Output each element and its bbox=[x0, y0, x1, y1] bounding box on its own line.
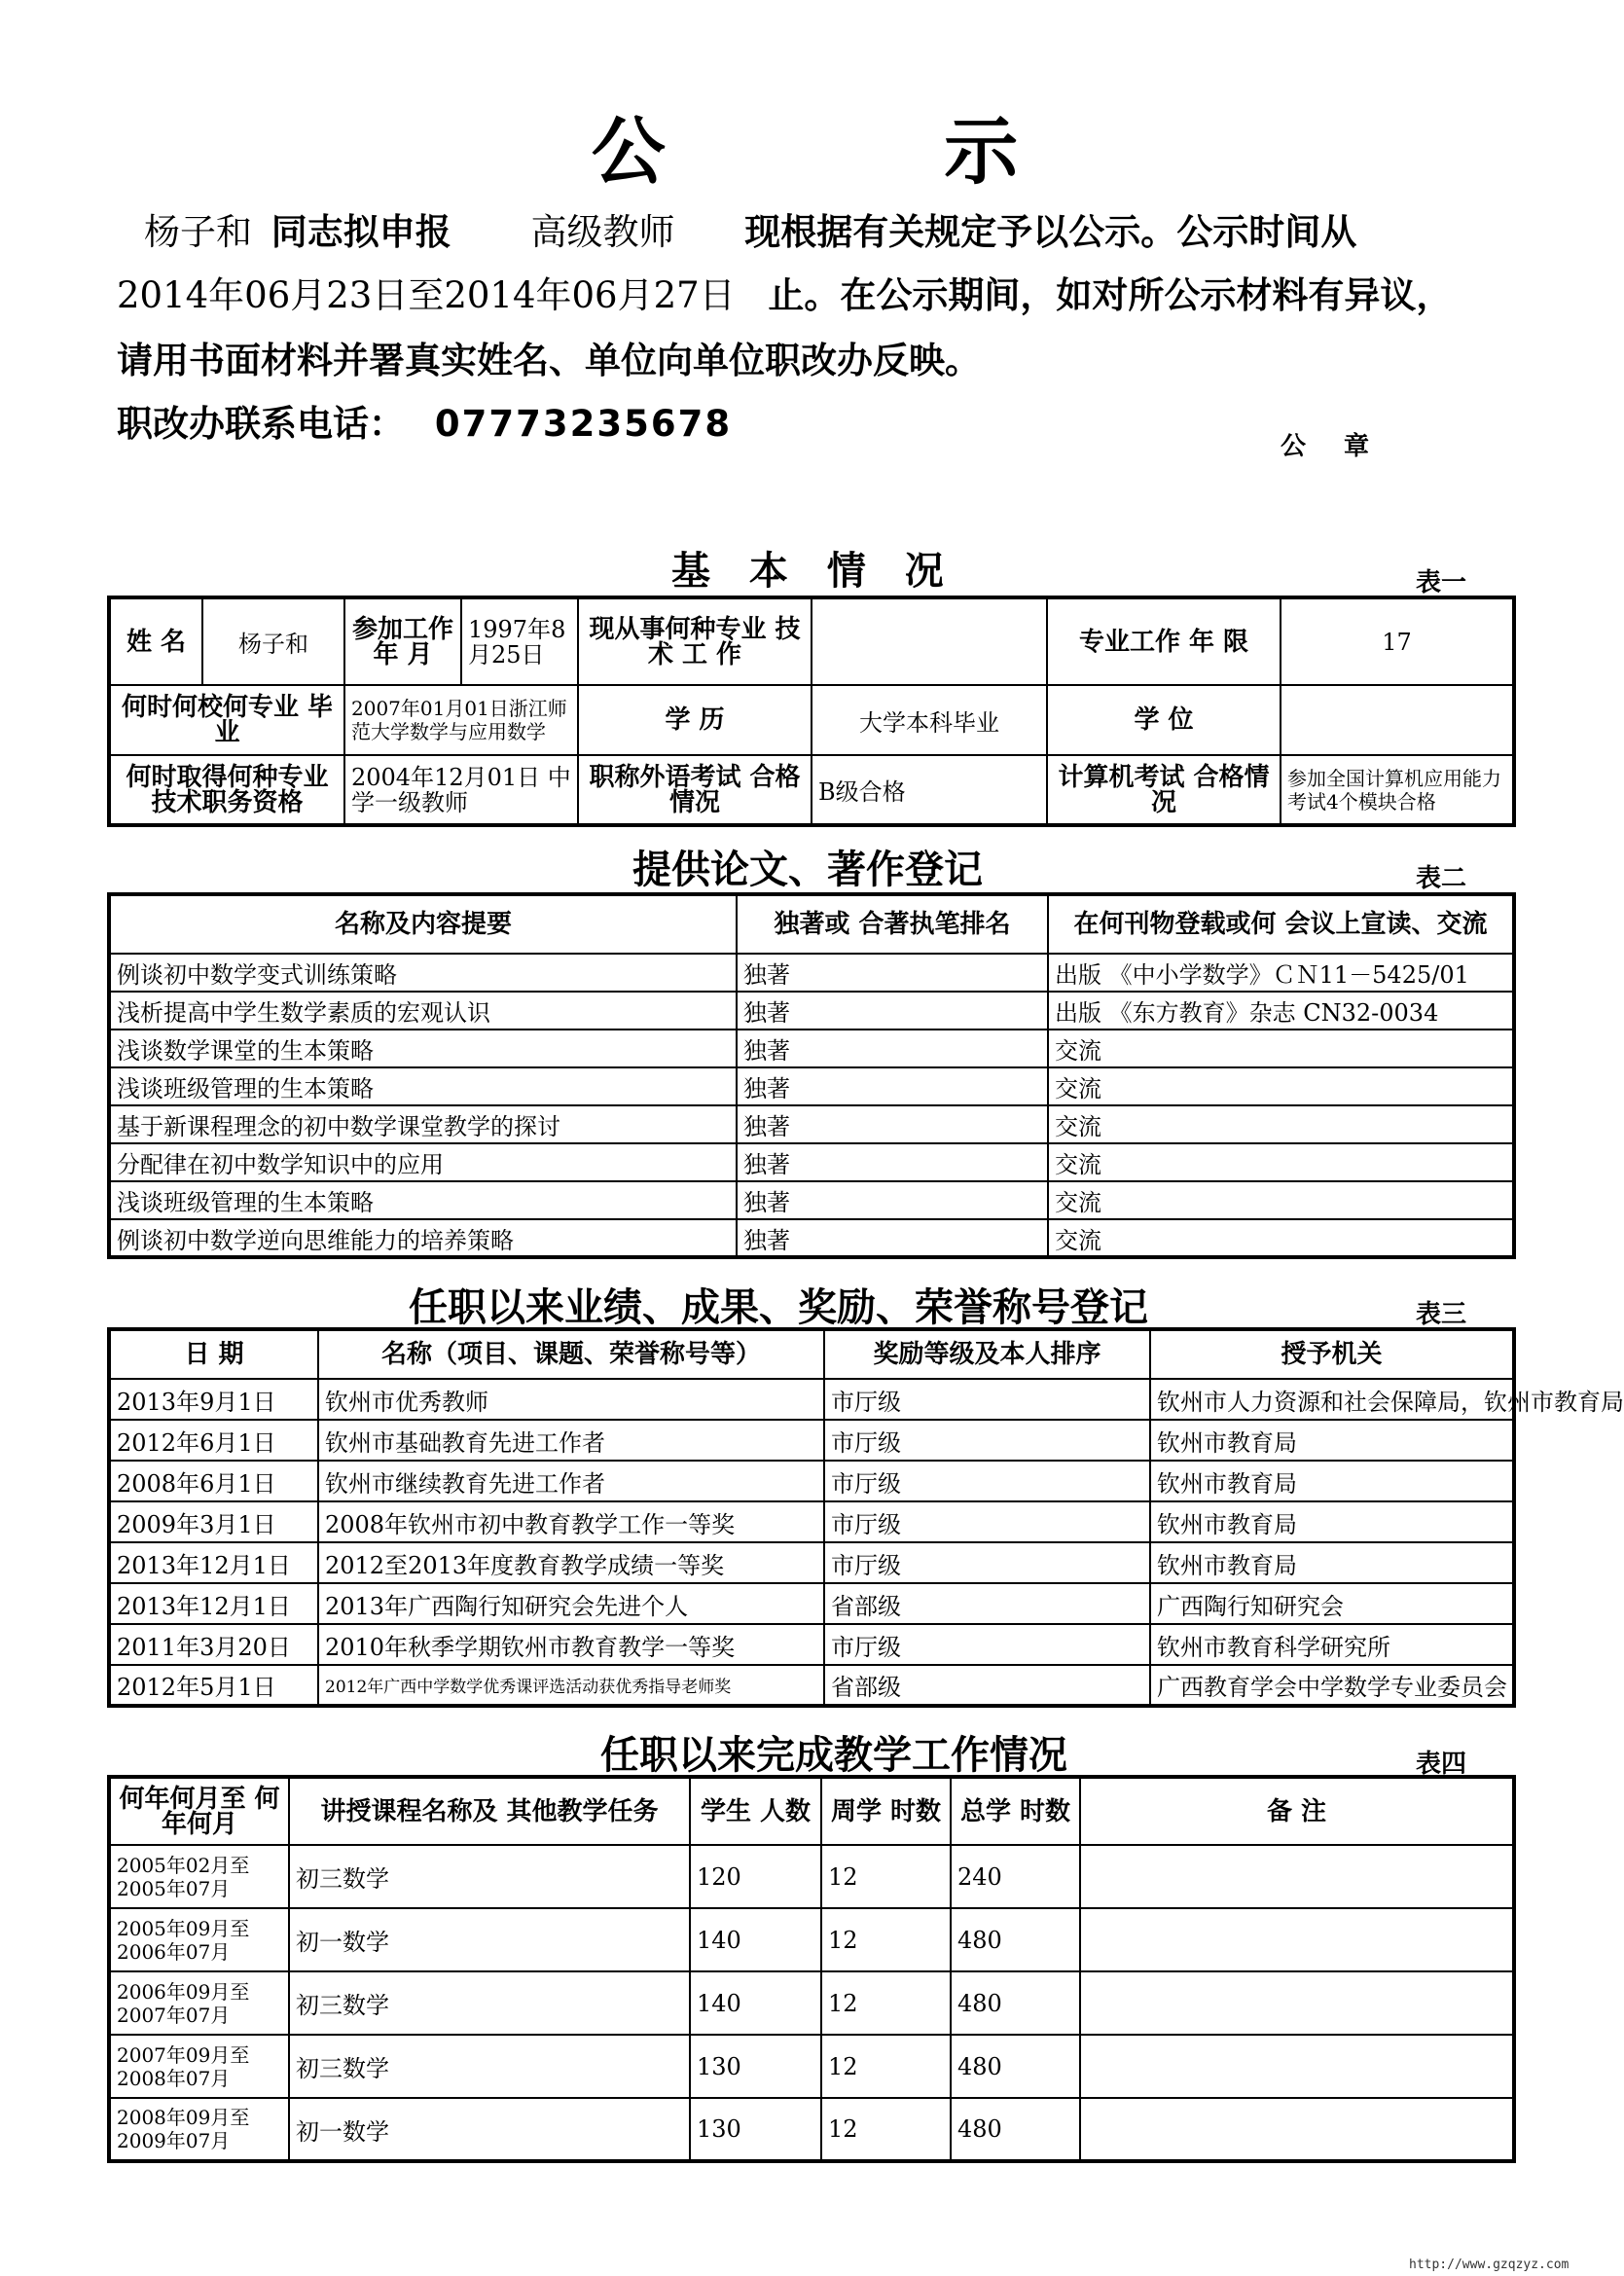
awards-header-name: 名称（项目、课题、荣誉称号等） bbox=[318, 1329, 824, 1379]
basic-info-table bbox=[107, 596, 1516, 827]
page-title: 公 示 bbox=[591, 108, 1145, 195]
work-start-value: 1997年8月25日 bbox=[461, 597, 578, 685]
paper-authorship: 独著 bbox=[737, 1067, 1048, 1105]
papers-header-name: 名称及内容提要 bbox=[109, 894, 737, 954]
paper-title: 例谈初中数学逆向思维能力的培养策略 bbox=[109, 1219, 737, 1257]
qualification-label: 何时取得何种专业技术职务资格 bbox=[109, 755, 344, 825]
teaching-header-remarks: 备 注 bbox=[1080, 1777, 1514, 1845]
education-value: 大学本科毕业 bbox=[812, 685, 1047, 755]
table-3-label: 表三 bbox=[1416, 1300, 1467, 1329]
teaching-header-course: 讲授课程名称及 其他教学任务 bbox=[289, 1777, 690, 1845]
award-name: 2008年钦州市初中教育教学工作一等奖 bbox=[318, 1501, 824, 1542]
watermark-url: http://www.gzqzyz.com bbox=[1409, 2258, 1570, 2272]
award-authority: 钦州市教育科学研究所 bbox=[1150, 1624, 1514, 1665]
phone-number: 07773235678 bbox=[434, 403, 733, 445]
award-level: 市厅级 bbox=[824, 1624, 1150, 1665]
award-row bbox=[109, 1501, 1514, 1542]
awards-header-level: 奖励等级及本人排序 bbox=[824, 1329, 1150, 1379]
paper-row bbox=[109, 1030, 1514, 1067]
award-row bbox=[109, 1542, 1514, 1583]
award-name: 2010年秋季学期钦州市教育教学一等奖 bbox=[318, 1624, 824, 1665]
teaching-course: 初一数学 bbox=[289, 1908, 690, 1971]
years-value: 17 bbox=[1281, 597, 1514, 685]
teaching-students: 130 bbox=[690, 2098, 821, 2161]
teaching-remarks bbox=[1080, 1908, 1514, 1971]
award-authority: 钦州市教育局 bbox=[1150, 1542, 1514, 1583]
major-value bbox=[812, 597, 1047, 685]
award-name: 2012至2013年度教育教学成绩一等奖 bbox=[318, 1542, 824, 1583]
teaching-course: 初三数学 bbox=[289, 2035, 690, 2098]
intro-line-2 bbox=[117, 266, 1452, 318]
teaching-row bbox=[109, 1845, 1514, 1908]
award-row bbox=[109, 1624, 1514, 1665]
awards-header-authority: 授予机关 bbox=[1150, 1329, 1514, 1379]
teaching-period: 2005年02月至2005年07月 bbox=[109, 1845, 289, 1908]
award-level: 省部级 bbox=[824, 1583, 1150, 1624]
paper-publication: 交流 bbox=[1048, 1181, 1514, 1219]
paper-title: 例谈初中数学变式训练策略 bbox=[109, 954, 737, 992]
computer-exam-label: 计算机考试 合格情况 bbox=[1047, 755, 1281, 825]
qualification-value: 2004年12月01日 中学一级教师 bbox=[344, 755, 578, 825]
award-name: 2012年广西中学数学优秀课评选活动获优秀指导老师奖 bbox=[318, 1665, 824, 1706]
teaching-period: 2008年09月至2009年07月 bbox=[109, 2098, 289, 2161]
award-level: 市厅级 bbox=[824, 1379, 1150, 1420]
awards-header-date: 日 期 bbox=[109, 1329, 318, 1379]
paper-authorship: 独著 bbox=[737, 1105, 1048, 1143]
table-1-label: 表一 bbox=[1416, 568, 1467, 597]
major-label: 现从事何种专业 技 术 工 作 bbox=[578, 597, 812, 685]
foreign-language-value: B级合格 bbox=[812, 755, 1047, 825]
teaching-total-hours: 480 bbox=[951, 2035, 1080, 2098]
teaching-weekly-hours: 12 bbox=[821, 1845, 951, 1908]
basic-section-title: 基 本 情 况 bbox=[671, 549, 944, 594]
teaching-header-weekly-hours: 周学 时数 bbox=[821, 1777, 951, 1845]
teaching-row bbox=[109, 1971, 1514, 2035]
paper-publication: 出版 《中小学数学》ＣＮ11－5425/01 bbox=[1048, 954, 1514, 992]
paper-publication: 出版 《东方教育》杂志 CN32-0034 bbox=[1048, 992, 1514, 1030]
papers-table bbox=[107, 892, 1516, 1259]
intro-text-c: 止。在公示期间，如对所公示材料有异议， bbox=[768, 274, 1453, 316]
award-date: 2013年12月1日 bbox=[109, 1542, 318, 1583]
foreign-language-label: 职称外语考试 合格情况 bbox=[578, 755, 812, 825]
teaching-header-total-hours: 总学 时数 bbox=[951, 1777, 1080, 1845]
teaching-remarks bbox=[1080, 1971, 1514, 2035]
teaching-course: 初三数学 bbox=[289, 1971, 690, 2035]
paper-authorship: 独著 bbox=[737, 992, 1048, 1030]
award-authority: 钦州市人力资源和社会保障局，钦州市教育局 bbox=[1150, 1379, 1514, 1420]
award-level: 市厅级 bbox=[824, 1420, 1150, 1461]
education-label: 学 历 bbox=[578, 685, 812, 755]
award-row bbox=[109, 1420, 1514, 1461]
awards-table bbox=[107, 1327, 1624, 1708]
award-name: 钦州市继续教育先进工作者 bbox=[318, 1461, 824, 1501]
papers-header-author: 独著或 合著执笔排名 bbox=[737, 894, 1048, 954]
award-date: 2011年3月20日 bbox=[109, 1624, 318, 1665]
paper-title: 浅谈班级管理的生本策略 bbox=[109, 1067, 737, 1105]
degree-label: 学 位 bbox=[1047, 685, 1281, 755]
teaching-weekly-hours: 12 bbox=[821, 2035, 951, 2098]
contact-line bbox=[117, 394, 732, 447]
teaching-students: 130 bbox=[690, 2035, 821, 2098]
paper-authorship: 独著 bbox=[737, 1030, 1048, 1067]
paper-row bbox=[109, 954, 1514, 992]
teaching-total-hours: 480 bbox=[951, 1908, 1080, 1971]
award-date: 2013年12月1日 bbox=[109, 1583, 318, 1624]
teaching-students: 140 bbox=[690, 1971, 821, 2035]
award-authority: 钦州市教育局 bbox=[1150, 1501, 1514, 1542]
school-value: 2007年01月01日浙江师范大学数学与应用数学 bbox=[344, 685, 578, 755]
paper-row bbox=[109, 1219, 1514, 1257]
paper-publication: 交流 bbox=[1048, 1219, 1514, 1257]
paper-row bbox=[109, 992, 1514, 1030]
award-authority: 广西陶行知研究会 bbox=[1150, 1583, 1514, 1624]
award-level: 省部级 bbox=[824, 1665, 1150, 1706]
phone-label: 职改办联系电话： bbox=[117, 403, 405, 445]
award-name: 2013年广西陶行知研究会先进个人 bbox=[318, 1583, 824, 1624]
teaching-period: 2007年09月至2008年07月 bbox=[109, 2035, 289, 2098]
intro-text-a: 同志拟申报 bbox=[271, 211, 451, 253]
papers-section-title: 提供论文、著作登记 bbox=[632, 848, 983, 892]
teaching-header-period: 何年何月至 何年何月 bbox=[109, 1777, 289, 1845]
school-label: 何时何校何专业 毕 业 bbox=[109, 685, 344, 755]
table-4-label: 表四 bbox=[1416, 1750, 1467, 1779]
paper-publication: 交流 bbox=[1048, 1143, 1514, 1181]
award-row bbox=[109, 1461, 1514, 1501]
work-start-label: 参加工作 年 月 bbox=[344, 597, 461, 685]
award-row bbox=[109, 1583, 1514, 1624]
paper-row bbox=[109, 1181, 1514, 1219]
paper-row bbox=[109, 1067, 1514, 1105]
teaching-table bbox=[107, 1775, 1516, 2163]
teaching-total-hours: 480 bbox=[951, 1971, 1080, 2035]
award-date: 2012年5月1日 bbox=[109, 1665, 318, 1706]
teaching-weekly-hours: 12 bbox=[821, 1908, 951, 1971]
award-row bbox=[109, 1379, 1514, 1420]
applied-position: 高级教师 bbox=[530, 211, 675, 253]
name-label: 姓 名 bbox=[109, 597, 202, 685]
computer-exam-value: 参加全国计算机应用能力考试4个模块合格 bbox=[1281, 755, 1514, 825]
teaching-remarks bbox=[1080, 2035, 1514, 2098]
teaching-course: 初三数学 bbox=[289, 1845, 690, 1908]
award-date: 2012年6月1日 bbox=[109, 1420, 318, 1461]
degree-value bbox=[1281, 685, 1514, 755]
papers-header-publication: 在何刊物登载或何 会议上宣读、交流 bbox=[1048, 894, 1514, 954]
teaching-remarks bbox=[1080, 2098, 1514, 2161]
paper-authorship: 独著 bbox=[737, 1181, 1048, 1219]
paper-title: 浅谈班级管理的生本策略 bbox=[109, 1181, 737, 1219]
teaching-students: 120 bbox=[690, 1845, 821, 1908]
paper-row bbox=[109, 1143, 1514, 1181]
award-level: 市厅级 bbox=[824, 1501, 1150, 1542]
teaching-total-hours: 240 bbox=[951, 1845, 1080, 1908]
teaching-total-hours: 480 bbox=[951, 2098, 1080, 2161]
paper-authorship: 独著 bbox=[737, 1219, 1048, 1257]
teaching-row bbox=[109, 2098, 1514, 2161]
applicant-name: 杨子和 bbox=[144, 211, 252, 253]
teaching-row bbox=[109, 1908, 1514, 1971]
awards-section-title: 任职以来业绩、成果、奖励、荣誉称号登记 bbox=[409, 1285, 1148, 1330]
paper-title: 基于新课程理念的初中数学课堂教学的探讨 bbox=[109, 1105, 737, 1143]
paper-publication: 交流 bbox=[1048, 1067, 1514, 1105]
teaching-weekly-hours: 12 bbox=[821, 2098, 951, 2161]
intro-text-b: 现根据有关规定予以公示。公示时间从 bbox=[744, 211, 1357, 253]
award-date: 2008年6月1日 bbox=[109, 1461, 318, 1501]
award-date: 2009年3月1日 bbox=[109, 1501, 318, 1542]
award-date: 2013年9月1日 bbox=[109, 1379, 318, 1420]
publicity-period: 2014年06月23日至2014年06月27日 bbox=[117, 274, 736, 316]
paper-authorship: 独著 bbox=[737, 1143, 1048, 1181]
award-authority: 广西教育学会中学数学专业委员会 bbox=[1150, 1665, 1514, 1706]
seal-label: 公 章 bbox=[1281, 432, 1370, 461]
teaching-row bbox=[109, 2035, 1514, 2098]
teaching-section-title: 任职以来完成教学工作情况 bbox=[600, 1733, 1067, 1778]
teaching-period: 2005年09月至2006年07月 bbox=[109, 1908, 289, 1971]
paper-title: 浅谈数学课堂的生本策略 bbox=[109, 1030, 737, 1067]
teaching-students: 140 bbox=[690, 1908, 821, 1971]
teaching-header-students: 学生 人数 bbox=[690, 1777, 821, 1845]
teaching-weekly-hours: 12 bbox=[821, 1971, 951, 2035]
intro-line-1 bbox=[144, 202, 1356, 255]
paper-title: 分配律在初中数学知识中的应用 bbox=[109, 1143, 737, 1181]
paper-publication: 交流 bbox=[1048, 1030, 1514, 1067]
award-level: 市厅级 bbox=[824, 1461, 1150, 1501]
award-name: 钦州市基础教育先进工作者 bbox=[318, 1420, 824, 1461]
paper-title: 浅析提高中学生数学素质的宏观认识 bbox=[109, 992, 737, 1030]
paper-publication: 交流 bbox=[1048, 1105, 1514, 1143]
years-label: 专业工作 年 限 bbox=[1047, 597, 1281, 685]
award-level: 市厅级 bbox=[824, 1542, 1150, 1583]
award-authority: 钦州市教育局 bbox=[1150, 1420, 1514, 1461]
paper-authorship: 独著 bbox=[737, 954, 1048, 992]
award-authority: 钦州市教育局 bbox=[1150, 1461, 1514, 1501]
name-value: 杨子和 bbox=[202, 597, 344, 685]
award-row bbox=[109, 1665, 1514, 1706]
intro-line-3: 请用书面材料并署真实姓名、单位向单位职改办反映。 bbox=[117, 340, 981, 381]
teaching-period: 2006年09月至2007年07月 bbox=[109, 1971, 289, 2035]
teaching-course: 初一数学 bbox=[289, 2098, 690, 2161]
award-name: 钦州市优秀教师 bbox=[318, 1379, 824, 1420]
paper-row bbox=[109, 1105, 1514, 1143]
teaching-remarks bbox=[1080, 1845, 1514, 1908]
table-2-label: 表二 bbox=[1416, 864, 1467, 893]
